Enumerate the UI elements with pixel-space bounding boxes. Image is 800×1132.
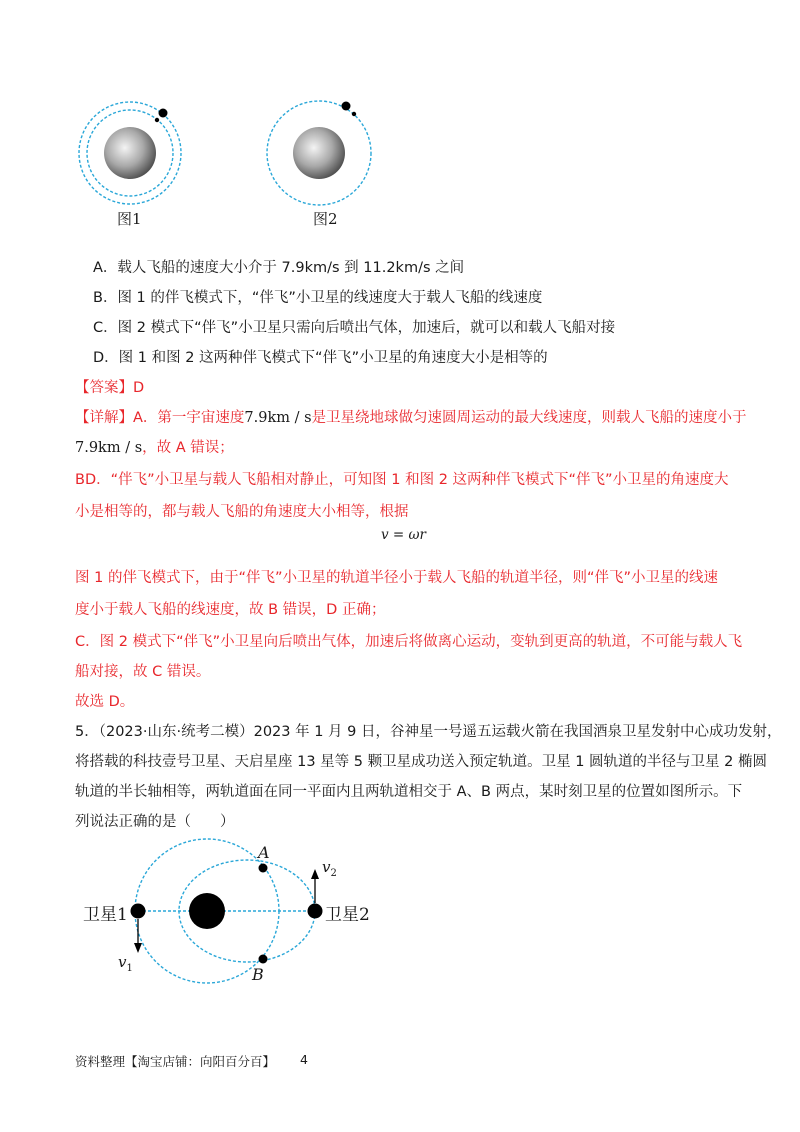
explain-line-9: 故选 D。 [75, 694, 135, 710]
explain-line2-b: ，故 A 错误； [142, 440, 234, 456]
footer-text: 资料整理【淘宝店铺：向阳百分百】 [75, 1054, 276, 1069]
option-a: A．载人飞船的速度大小介于 7.9km/s 到 11.2km/s 之间 [93, 260, 465, 276]
explain-line-6: 度小于载人飞船的线速度，故 B 错误，D 正确； [75, 602, 386, 618]
central-body [189, 893, 225, 929]
question-5-line-2: 将搭载的科技壹号卫星、天启星座 13 星等 5 颗卫星成功送入预定轨道。卫星 1 圆轨道的半径与卫星 2 椭圆 [75, 754, 767, 770]
spacecraft [159, 109, 168, 118]
label-satellite-1: 卫星1 [83, 905, 128, 925]
option-c: C．图 2 模式下“伴飞”小卫星只需向后喷出气体，加速后，就可以和载人飞船对接 [93, 320, 616, 336]
earth [104, 127, 156, 179]
label-b: B [252, 965, 264, 984]
earth [293, 127, 345, 179]
v2-arrowhead [311, 869, 319, 879]
explain-line1-b: 是卫星绕地球做匀速圆周运动的最大线速度，则载人飞船的速度小于 [311, 410, 747, 426]
formula-7-9: 7.9km / s [244, 410, 312, 426]
label-v2 [322, 858, 337, 879]
label-a: A [258, 843, 270, 862]
explain-head: 【详解】 [75, 410, 133, 426]
figure-2 [262, 90, 392, 220]
option-b: B．图 1 的伴飞模式下，“伴飞”小卫星的线速度大于载人飞船的线速度 [93, 290, 543, 306]
satellite-2 [308, 904, 323, 919]
explain-line-2 [75, 438, 234, 458]
explain-line-5: 图 1 的伴飞模式下，由于“伴飞”小卫星的轨道半径小于载人飞船的轨道半径，则“伴飞”小卫星的线速 [75, 570, 718, 586]
v1-symbol: v [118, 953, 127, 971]
small-satellite [352, 112, 356, 116]
explain-line-7: C．图 2 模式下“伴飞”小卫星向后喷出气体，加速后将做离心运动，变轨到更高的轨道，不可能与载人飞 [75, 634, 743, 650]
page-number: 4 [300, 1052, 308, 1067]
formula-v-omega-r: v = ωr [381, 527, 426, 543]
v2-symbol: v [322, 858, 331, 876]
explain-line-1 [75, 408, 747, 428]
explain-line-8: 船对接，故 C 错误。 [75, 664, 211, 680]
figure-2-label: 图2 [313, 210, 338, 228]
question-5-line-4: 列说法正确的是（ ） [75, 814, 235, 830]
spacecraft [342, 102, 351, 111]
v1-arrowhead [134, 943, 142, 953]
point-a [259, 864, 268, 873]
formula-7-9-b: 7.9km / s [75, 440, 143, 456]
question-5-line-3: 轨道的半长轴相等，两轨道面在同一平面内且两轨道相交于 A、B 两点，某时刻卫星的位置如图所示。下 [75, 784, 743, 800]
option-d: D．图 1 和图 2 这两种伴飞模式下“伴飞”小卫星的角速度大小是相等的 [93, 350, 548, 366]
label-satellite-2: 卫星2 [325, 905, 370, 925]
figure-1-label: 图1 [117, 210, 142, 228]
small-satellite [155, 118, 159, 122]
question-5-line-1: 5．（2023·山东·统考二模）2023 年 1 月 9 日，谷神星一号遥五运载火箭在我国酒泉卫星发射中心成功发射， [75, 724, 782, 740]
explain-line-4: 小是相等的，都与载人飞船的角速度大小相等，根据 [75, 504, 409, 520]
figure-1 [70, 90, 200, 220]
explain-line1-a: A．第一宇宙速度 [133, 410, 245, 426]
v2-subscript: 2 [330, 868, 337, 879]
explain-line-3: BD．“伴飞”小卫星与载人飞船相对静止，可知图 1 和图 2 这两种伴飞模式下“伴飞”小卫星的角速度大 [75, 472, 729, 488]
answer: 【答案】D [75, 380, 145, 396]
satellite-1 [131, 904, 146, 919]
v1-subscript: 1 [126, 963, 133, 974]
point-b [259, 955, 268, 964]
label-v1 [118, 953, 133, 974]
